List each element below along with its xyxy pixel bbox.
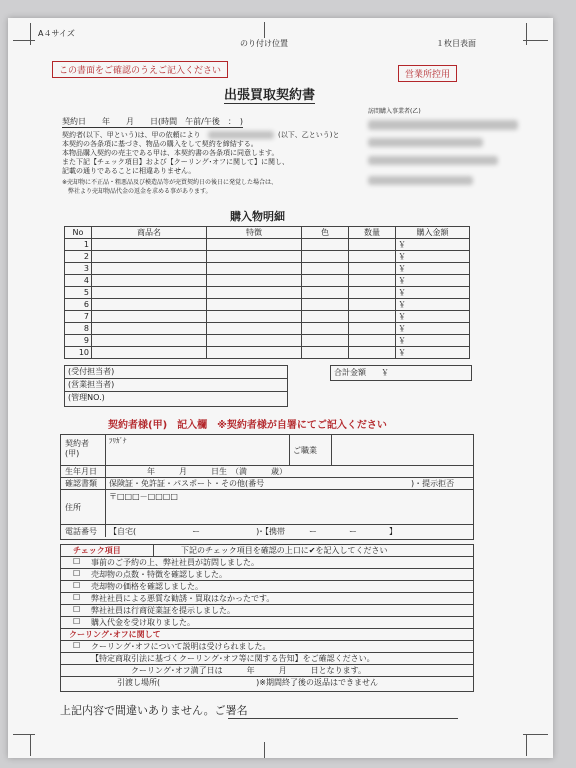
row-number: 7 xyxy=(65,311,92,323)
amount-cell[interactable]: ￥ xyxy=(396,275,470,287)
purchase-table-header xyxy=(65,227,470,239)
page-label: １枚目表面 xyxy=(436,39,476,48)
col-no: No xyxy=(65,227,92,239)
binding-label: のり付け位置 xyxy=(240,39,288,48)
cooling-title: クーリング･オフに関して xyxy=(69,630,161,639)
purchase-row xyxy=(65,311,470,323)
purchase-row xyxy=(65,239,470,251)
row-number: 9 xyxy=(65,335,92,347)
contract-sheet xyxy=(8,18,553,758)
cooling-item-row xyxy=(61,641,473,653)
amount-cell[interactable]: ￥ xyxy=(396,323,470,335)
item-cell[interactable] xyxy=(349,347,396,359)
office-use-box: 営業所控用 xyxy=(398,65,457,82)
item-cell[interactable] xyxy=(302,335,349,347)
item-cell[interactable] xyxy=(302,263,349,275)
birth-label: 生年月日 xyxy=(65,467,97,476)
checkbox[interactable]: ☐ xyxy=(73,581,81,590)
occupation-label: ご職業 xyxy=(293,446,317,455)
address-row xyxy=(61,490,473,525)
intro-line-1: 契約者(以下、甲という)は、甲の依頼により xyxy=(62,131,201,139)
check-item-text: 購入代金を受け取りました。 xyxy=(91,618,195,627)
cooling-end-row xyxy=(61,665,473,677)
item-cell[interactable] xyxy=(207,347,302,359)
item-cell[interactable] xyxy=(92,347,207,359)
item-cell[interactable] xyxy=(207,335,302,347)
item-cell[interactable] xyxy=(302,287,349,299)
phone-row xyxy=(61,525,473,537)
id-value: 保険証・免許証・パスポート・その他(番号 xyxy=(109,479,265,488)
col-amount: 購入金額 xyxy=(396,227,470,239)
mobile-phone: ・【携帯 ー ー 】 xyxy=(257,527,397,536)
item-cell[interactable] xyxy=(92,299,207,311)
blurred-address xyxy=(368,138,483,147)
delivery-row xyxy=(61,677,473,689)
intro-line-3: 本契約の各条項に基づき、物品の購入をして契約を締結する。 xyxy=(62,140,258,148)
check-item-text: 弊社社員は行商従業証を提示しました。 xyxy=(91,606,235,615)
blurred-license xyxy=(368,176,473,185)
amount-cell[interactable]: ￥ xyxy=(396,335,470,347)
item-cell[interactable] xyxy=(92,287,207,299)
item-cell[interactable] xyxy=(349,311,396,323)
item-cell[interactable] xyxy=(349,287,396,299)
row-number: 2 xyxy=(65,251,92,263)
check-item-row xyxy=(61,581,473,593)
total-yen: ￥ xyxy=(381,368,389,377)
item-cell[interactable] xyxy=(92,311,207,323)
checkbox[interactable]: ☐ xyxy=(73,569,81,578)
item-cell[interactable] xyxy=(349,299,396,311)
item-cell[interactable] xyxy=(302,251,349,263)
contractor-box xyxy=(60,434,474,540)
item-cell[interactable] xyxy=(302,239,349,251)
amount-cell[interactable]: ￥ xyxy=(396,311,470,323)
item-cell[interactable] xyxy=(207,275,302,287)
amount-cell[interactable]: ￥ xyxy=(396,299,470,311)
contractor-name-row xyxy=(61,435,473,466)
blurred-company xyxy=(368,120,518,130)
checkbox[interactable]: ☐ xyxy=(73,557,81,566)
item-cell[interactable] xyxy=(302,323,349,335)
cooling-item-text: クーリング･オフについて説明は受けられました。 xyxy=(91,642,271,651)
law-notice: 【特定商取引法に基づくクーリング･オフ等に関する告知】をご確認ください。 xyxy=(91,654,375,663)
contractor-section-title: 契約者様(甲) 記入欄 ※契約者様が自署にてご記入ください xyxy=(108,420,387,431)
intro-line-8: 弊社より売却物品代金の返金を求める事があります。 xyxy=(62,188,212,195)
check-item-row xyxy=(61,617,473,629)
item-cell[interactable] xyxy=(92,335,207,347)
id-row xyxy=(61,478,473,490)
check-item-row xyxy=(61,593,473,605)
item-cell[interactable] xyxy=(349,323,396,335)
home-phone: 【自宅( ー ) xyxy=(109,527,260,536)
staff-control-no: (管理NO.) xyxy=(68,393,105,402)
check-item-text: 売却物の点数・特徴を確認しました。 xyxy=(91,570,227,579)
intro-line-6: 記載の通りであることに相違ありません。 xyxy=(62,167,196,175)
item-cell[interactable] xyxy=(349,275,396,287)
intro-line-2: (以下、乙という)と xyxy=(278,131,340,139)
row-number: 5 xyxy=(65,287,92,299)
size-label: A４サイズ xyxy=(38,29,75,38)
amount-cell[interactable]: ￥ xyxy=(396,287,470,299)
item-cell[interactable] xyxy=(349,251,396,263)
item-cell[interactable] xyxy=(207,287,302,299)
law-notice-row xyxy=(61,653,473,665)
row-number: 8 xyxy=(65,323,92,335)
item-cell[interactable] xyxy=(349,239,396,251)
row-number: 3 xyxy=(65,263,92,275)
amount-cell[interactable]: ￥ xyxy=(396,263,470,275)
item-cell[interactable] xyxy=(92,323,207,335)
purchase-table-title: 購入物明細 xyxy=(230,210,285,223)
cooling-title-row xyxy=(61,629,473,641)
notice-box: この書面をご確認のうえご記入ください xyxy=(52,61,228,78)
signature-line: 上記内容で間違いありません。ご署名 xyxy=(60,704,248,717)
staff-reception: (受付担当者) xyxy=(65,366,287,379)
signature-field[interactable] xyxy=(228,718,458,719)
contractor-name-label: 契約者(甲) xyxy=(65,439,89,458)
check-instruction: 下記のチェック項目を確認の上口に✔を記入してください xyxy=(181,546,388,555)
item-cell[interactable] xyxy=(302,299,349,311)
item-cell[interactable] xyxy=(302,347,349,359)
check-item-text: 弊社社員による悪質な勧誘・買取はなかったです。 xyxy=(91,594,275,603)
delivery-place: 引渡し場所( )※期間終了後の返品はできません xyxy=(117,678,378,687)
amount-cell[interactable]: ￥ xyxy=(396,239,470,251)
item-cell[interactable] xyxy=(92,239,207,251)
col-feature: 特徴 xyxy=(207,227,302,239)
intro-line-5: また下記【チェック項目】および【クーリング･オフに関して】に関し、 xyxy=(62,158,289,166)
total-box xyxy=(330,365,472,381)
row-number: 4 xyxy=(65,275,92,287)
checkbox[interactable]: ☐ xyxy=(73,617,81,626)
id-label: 確認書類 xyxy=(65,479,97,488)
visitor-label: 訪問購入事業者(乙) xyxy=(368,108,421,115)
check-title: チェック項目 xyxy=(73,546,121,555)
item-cell[interactable] xyxy=(207,299,302,311)
item-cell[interactable] xyxy=(207,263,302,275)
item-cell[interactable] xyxy=(207,311,302,323)
cooling-checkbox[interactable]: ☐ xyxy=(73,641,81,650)
purchase-row xyxy=(65,287,470,299)
purchase-row xyxy=(65,335,470,347)
item-cell[interactable] xyxy=(207,251,302,263)
item-cell[interactable] xyxy=(207,239,302,251)
col-item: 商品名 xyxy=(92,227,207,239)
checkbox[interactable]: ☐ xyxy=(73,593,81,602)
intro-line-4: 本物品購入契約の売主である甲は、本契約書の各条項に同意します。 xyxy=(62,149,279,157)
item-cell[interactable] xyxy=(302,311,349,323)
check-item-row xyxy=(61,605,473,617)
blurred-company-inline xyxy=(208,131,274,139)
birth-value: 年 月 日生 （満 歳） xyxy=(147,467,287,476)
check-item-text: 売却物の価格を確認しました。 xyxy=(91,582,203,591)
phone-label: 電話番号 xyxy=(65,527,97,536)
purchase-row xyxy=(65,299,470,311)
row-number: 6 xyxy=(65,299,92,311)
check-box xyxy=(60,544,474,692)
item-cell[interactable] xyxy=(349,263,396,275)
amount-cell[interactable]: ￥ xyxy=(396,251,470,263)
purchase-table xyxy=(64,226,470,359)
blurred-phone xyxy=(368,156,498,165)
col-qty: 数量 xyxy=(349,227,396,239)
birth-row xyxy=(61,466,473,478)
item-cell[interactable] xyxy=(207,323,302,335)
id-refuse: )・提示拒否 xyxy=(411,479,455,488)
row-number: 1 xyxy=(65,239,92,251)
purchase-row xyxy=(65,275,470,287)
item-cell[interactable] xyxy=(92,263,207,275)
checkbox[interactable]: ☐ xyxy=(73,605,81,614)
check-item-text: 事前のご予約の上、弊社社員が訪問しました。 xyxy=(91,558,259,567)
address-label: 住所 xyxy=(65,503,81,512)
row-number: 10 xyxy=(65,347,92,359)
item-cell[interactable] xyxy=(349,335,396,347)
check-item-row xyxy=(61,569,473,581)
contract-date: 契約日 年 月 日(時間 午前/午後 ： ) xyxy=(62,117,243,126)
purchase-row xyxy=(65,347,470,359)
purchase-row xyxy=(65,323,470,335)
item-cell[interactable] xyxy=(92,275,207,287)
purchase-row xyxy=(65,251,470,263)
amount-cell[interactable]: ￥ xyxy=(396,347,470,359)
check-item-row xyxy=(61,557,473,569)
document-title: 出張買取契約書 xyxy=(224,84,315,104)
check-header-row xyxy=(61,545,473,557)
furigana-label: ﾌﾘｶﾞﾅ xyxy=(109,437,127,445)
cooling-end: クーリング･オフ満了日は 年 月 日となります。 xyxy=(131,666,366,675)
item-cell[interactable] xyxy=(302,275,349,287)
staff-box xyxy=(64,365,288,407)
total-label: 合計金額 xyxy=(334,368,366,377)
postal-code: 〒□□□－□□□□ xyxy=(109,492,178,501)
item-cell[interactable] xyxy=(92,251,207,263)
staff-sales: (営業担当者) xyxy=(65,379,287,392)
col-color: 色 xyxy=(302,227,349,239)
purchase-row xyxy=(65,263,470,275)
intro-line-7: ※売却物に不正品・粗悪品及び模造品等が売買契約日の後日に発覚した場合は、 xyxy=(62,179,278,186)
